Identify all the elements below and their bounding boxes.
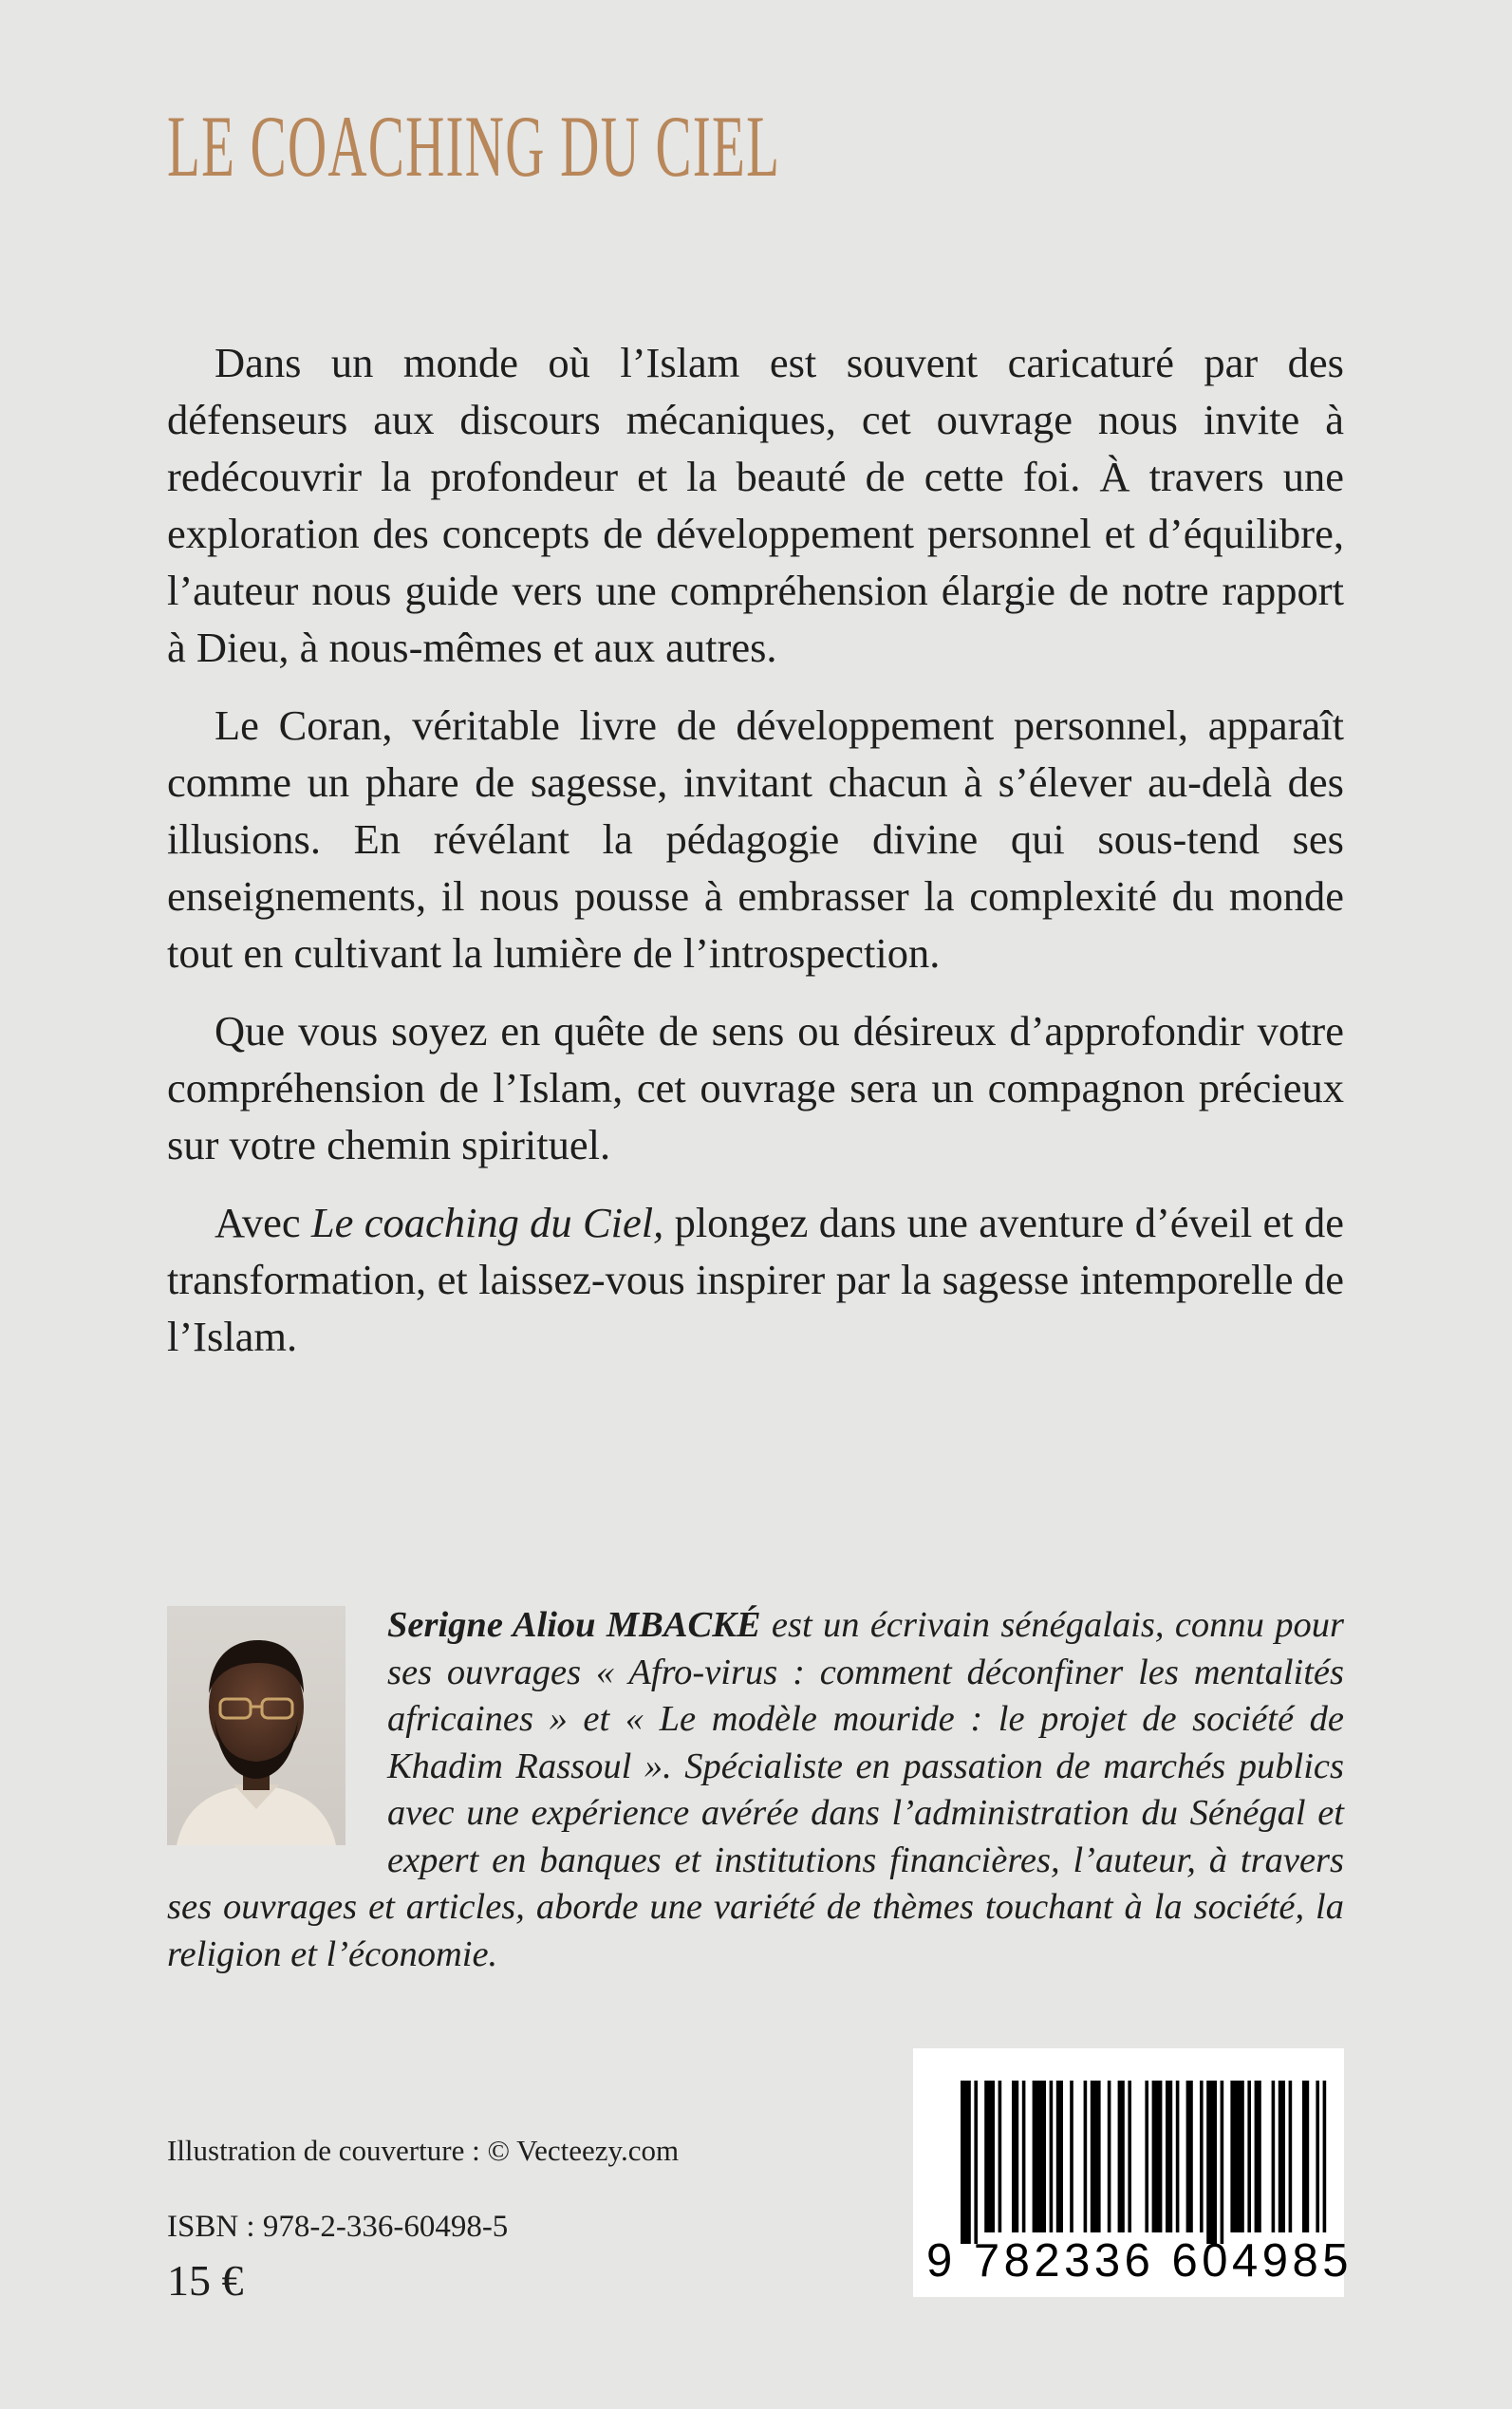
barcode-bar bbox=[1056, 2081, 1063, 2232]
barcode-bar bbox=[1323, 2081, 1327, 2232]
barcode-bar bbox=[974, 2081, 978, 2244]
barcode-bar bbox=[1279, 2081, 1285, 2232]
barcode-bar bbox=[984, 2081, 995, 2232]
barcode-bar bbox=[1012, 2081, 1018, 2232]
book-title-inline: Le coaching du Ciel, bbox=[310, 1199, 664, 1246]
barcode-bar bbox=[1206, 2081, 1217, 2244]
barcode-bar bbox=[1255, 2081, 1261, 2232]
barcode-bar bbox=[1186, 2081, 1193, 2232]
barcode-bar bbox=[1070, 2081, 1073, 2232]
back-cover-blurb bbox=[167, 334, 1344, 1386]
book-title: LE COACHING DU CIEL bbox=[167, 98, 781, 195]
barcode-bar bbox=[1091, 2081, 1101, 2232]
barcode-bar bbox=[1247, 2081, 1251, 2232]
blurb-paragraph-2: Le Coran, véritable livre de développement personnel, apparaît comme un phare de sagesse, invitant chacun à s’élever au-delà des illusions. En révélant la pédagogie divine qui sous-tend ses enseignements, il nous pousse à embrasser la complexité du monde tout en cultivant la lumière de l’introspection. bbox=[167, 701, 1344, 977]
barcode-bar bbox=[1128, 2081, 1131, 2232]
barcode-bar bbox=[1152, 2081, 1163, 2232]
barcode-bar bbox=[1272, 2081, 1276, 2232]
barcode-bar bbox=[1166, 2081, 1172, 2232]
barcode-bar bbox=[1050, 2081, 1054, 2232]
blurb-text: plongez dans une aventure d’éveil et de transformation, et laissez-vous inspirer par la sagesse intemporelle de l’Islam. bbox=[167, 1199, 1344, 1360]
barcode-bar bbox=[1230, 2081, 1243, 2232]
barcode-bar bbox=[1145, 2081, 1148, 2232]
cover-illustration-credit: Illustration de couverture : © Vecteezy.com bbox=[167, 2134, 680, 2167]
barcode-bar bbox=[1200, 2081, 1204, 2232]
barcode-digits: 9 782336 604985 bbox=[926, 2235, 1353, 2287]
barcode-bar bbox=[1022, 2081, 1026, 2232]
barcode-bar bbox=[1176, 2081, 1180, 2232]
author-bio-text: est un écrivain sénégalais, connu pour ses ouvrages « Afro-virus : comment déconfiner les mentalités africaines » et « Le modèle mouride : le projet de société de Khadim Rassoul ». Spécialiste en passation de marchés publics avec une expérience avérée dans l’administration du Sénégal et expert en banques et institutions financières, l’auteur, à travers ses ouvrages et articles, aborde une variété de thèmes touchant à la société, la religion et l’économie. bbox=[167, 1605, 1344, 1974]
barcode-bar bbox=[1033, 2081, 1046, 2232]
blurb-paragraph-3: Que vous soyez en quête de sens ou désireux d’approfondir votre compréhension de l’Islam, cet ouvrage sera un compagnon précieux sur votre chemin spirituel. bbox=[167, 1007, 1344, 1168]
barcode-bar bbox=[1118, 2081, 1125, 2232]
author-name: Serigne Aliou MBACKÉ bbox=[387, 1605, 761, 1645]
barcode-bar bbox=[1316, 2081, 1319, 2232]
isbn: ISBN : 978-2-336-60498-5 bbox=[167, 2210, 509, 2244]
author-portrait-icon bbox=[167, 1606, 345, 1845]
barcode-bar bbox=[999, 2081, 1002, 2232]
author-bio bbox=[167, 1602, 1344, 1978]
barcode-bar bbox=[961, 2081, 971, 2244]
barcode-bar bbox=[1289, 2081, 1293, 2232]
barcode-bar bbox=[1108, 2081, 1111, 2232]
price: 15 € bbox=[167, 2256, 244, 2305]
barcode-bar bbox=[1302, 2081, 1309, 2232]
barcode bbox=[913, 2048, 1353, 2297]
blurb-paragraph-1: Dans un monde où l’Islam est souvent caricaturé par des défenseurs aux discours mécaniques, cet ouvrage nous invite à redécouvrir la profondeur et la beauté de cette foi. À travers une exploration des concepts de développement personnel et d’équilibre, l’auteur nous guide vers une compréhension élargie de notre rapport à Dieu, à nous-mêmes et aux autres. bbox=[167, 339, 1344, 671]
blurb-paragraph-4 bbox=[167, 1194, 1344, 1365]
blurb-text: Avec bbox=[215, 1199, 311, 1246]
barcode-bar bbox=[1221, 2081, 1224, 2244]
barcode-bar bbox=[1084, 2081, 1088, 2232]
author-photo bbox=[167, 1606, 345, 1845]
